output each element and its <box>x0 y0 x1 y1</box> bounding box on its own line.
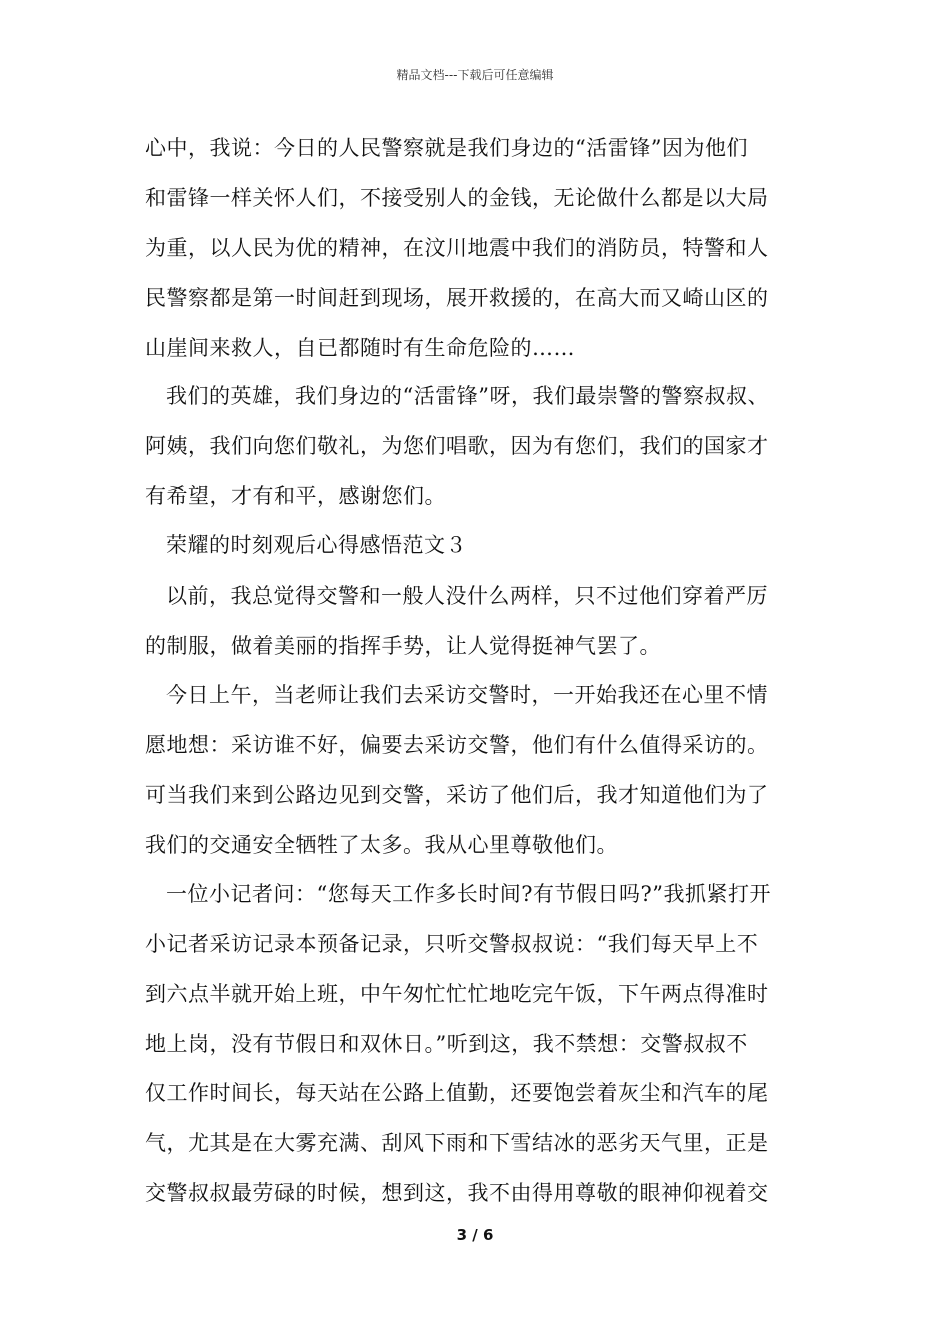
text-line: 阿姨，我们向您们敬礼，为您们唱歌，因为有您们，我们的国家才 <box>145 434 769 458</box>
text-line: 气，尤其是在大雾充满、刮风下雨和下雪结冰的恶劣天气里，正是 <box>145 1131 769 1155</box>
text-line: 我们的英雄，我们身边的“活雷锋”呀，我们最崇警的警察叔叔、 <box>166 384 769 408</box>
text-line: 和雷锋一样关怀人们，不接受别人的金钱，无论做什么都是以大局 <box>145 186 769 210</box>
page-number: 3 / 6 <box>456 1226 494 1244</box>
text-line: 有希望，才有和平，感谢您们。 <box>145 484 446 508</box>
section-heading: 荣耀的时刻观后心得感悟范文３ <box>166 533 467 557</box>
text-line: 小记者采访记录本预备记录，只听交警叔叔说：“我们每天早上不 <box>145 932 759 956</box>
text-line: 地上岗，没有节假日和双休日。”听到这，我不禁想：交警叔叔不 <box>145 1032 748 1056</box>
text-line: 一位小记者问：“您每天工作多长时间?有节假日吗?”我抓紧打开 <box>166 882 771 906</box>
text-line: 交警叔叔最劳碌的时候，想到这，我不由得用尊敬的眼神仰视着交 <box>145 1181 769 1205</box>
text-line: 我们的交通安全牺牲了太多。我从心里尊敬他们。 <box>145 833 618 857</box>
page-header: 精品文档---下载后可任意编辑 <box>396 68 554 82</box>
text-line: 到六点半就开始上班，中午匆忙忙忙地吃完午饭，下午两点得准时 <box>145 982 769 1006</box>
text-line: 的制服，做着美丽的指挥手势，让人觉得挺神气罢了。 <box>145 634 661 658</box>
text-line: 愿地想：采访谁不好，偏要去采访交警，他们有什么值得采访的。 <box>145 733 769 757</box>
text-line: 今日上午，当老师让我们去采访交警时，一开始我还在心里不情 <box>166 683 768 707</box>
text-line: 民警察都是第一时间赶到现场，展开救援的，在高大而又崎山区的 <box>145 286 769 310</box>
text-line: 仅工作时间长，每天站在公路上值勤，还要饱尝着灰尘和汽车的尾 <box>145 1081 769 1105</box>
text-line: 心中，我说：今日的人民警察就是我们身边的“活雷锋”因为他们 <box>145 136 748 160</box>
text-line: 为重，以人民为优的精神，在汶川地震中我们的消防员，特警和人 <box>145 236 769 260</box>
text-line: 以前，我总觉得交警和一般人没什么两样，只不过他们穿着严厉 <box>166 584 768 608</box>
text-line: 可当我们来到公路边见到交警，采访了他们后，我才知道他们为了 <box>145 783 769 807</box>
text-line: 山崖间来救人，自已都随时有生命危险的…… <box>145 336 575 360</box>
